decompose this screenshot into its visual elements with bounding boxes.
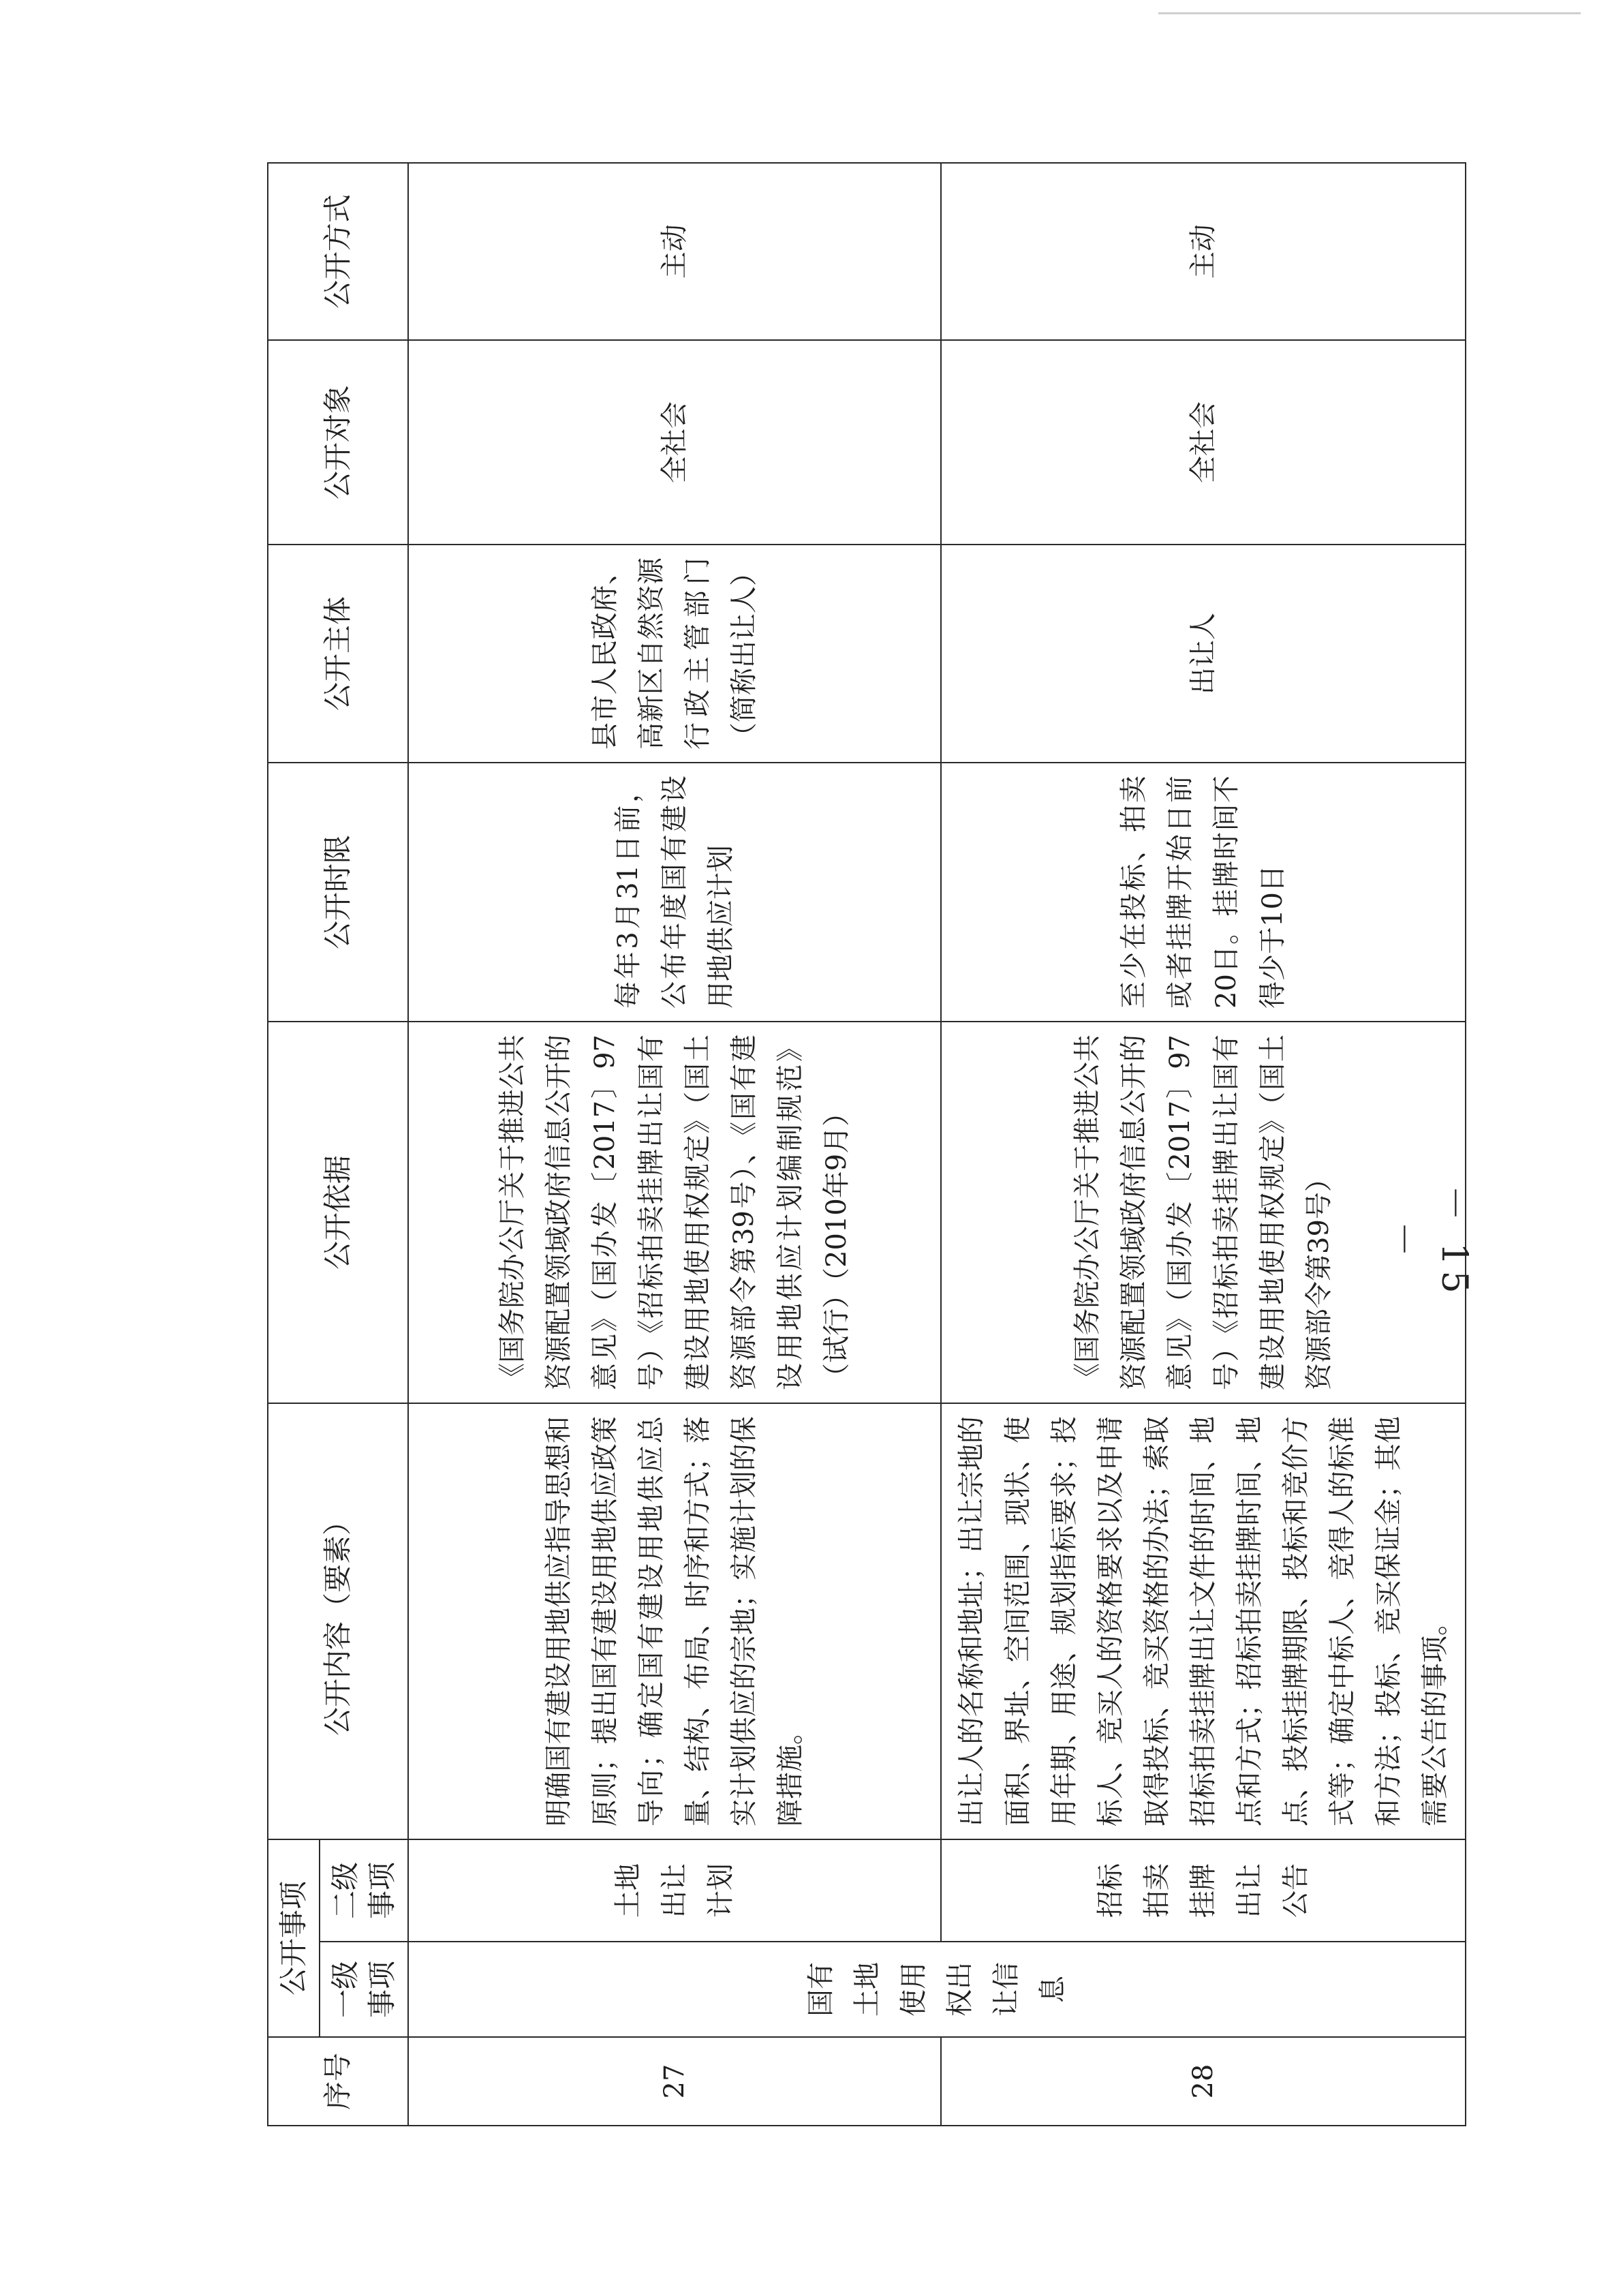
header-audience: 公开对象 xyxy=(268,340,408,545)
header-basis: 公开依据 xyxy=(268,1022,408,1403)
disclosure-table xyxy=(267,162,1466,2126)
audience-cell: 全社会 xyxy=(408,340,941,545)
subject-cell: 出让人 xyxy=(941,545,1466,763)
level2-item: 土地出让计划 xyxy=(408,1839,941,1942)
level1-item: 国有土地使用权出让信息 xyxy=(408,1942,1466,2037)
method-cell: 主动 xyxy=(941,163,1466,340)
header-level1: 一级事项 xyxy=(320,1942,408,2037)
table-row xyxy=(408,163,941,2126)
content-cell: 明确国有建设用地供应指导思想和原则；提出国有建设用地供应政策导向；确定国有建设用地供应总量、结构、布局、时序和方式；落实计划供应的宗地；实施计划的保障措施。 xyxy=(408,1403,941,1839)
basis-cell: 《国务院办公厅关于推进公共资源配置领域政府信息公开的意见》（国办发〔2017〕97号）《招标拍卖挂牌出让国有建设用地使用权规定》（国土资源部令第39号）、《国有建设用地供应计划编制规范》（试行）（2010年9月） xyxy=(408,1022,941,1403)
audience-cell: 全社会 xyxy=(941,340,1466,545)
header-level2: 二级事项 xyxy=(320,1839,408,1942)
header-time-limit: 公开时限 xyxy=(268,763,408,1022)
method-cell: 主动 xyxy=(408,163,941,340)
level2-item: 招标拍卖挂牌出让公告 xyxy=(941,1839,1466,1942)
content-cell: 出让人的名称和地址；出让宗地的面积、界址、空间范围、现状、使用年期、用途、规划指标要求；投标人、竞买人的资格要求以及申请取得投标、竞买资格的办法；索取招标拍卖挂牌出让文件的时间、地点和方式；招标拍卖挂牌时间、地点、投标挂牌期限、投标和竞价方式等；确定中标人、竞得人的标准和方法；投标、竞买保证金；其他需要公告的事项。 xyxy=(941,1403,1466,1839)
header-content: 公开内容（要素） xyxy=(268,1403,408,1839)
header-subject: 公开主体 xyxy=(268,545,408,763)
basis-cell: 《国务院办公厅关于推进公共资源配置领域政府信息公开的意见》（国办发〔2017〕97号）《招标拍卖挂牌出让国有建设用地使用权规定》（国土资源部令第39号） xyxy=(941,1022,1466,1403)
header-row xyxy=(268,163,320,2126)
table-row xyxy=(941,163,1466,2126)
time-limit-cell: 至少在投标、拍卖或者挂牌开始日前20日。挂牌时间不得少于10日 xyxy=(941,763,1466,1022)
scan-artifact-line xyxy=(1158,12,1581,14)
header-category: 公开事项 xyxy=(268,1839,320,2037)
page-number xyxy=(1382,1167,1480,1317)
header-seq: 序号 xyxy=(268,2037,408,2126)
time-limit-cell: 每年3月31日前，公布年度国有建设用地供应计划 xyxy=(408,763,941,1022)
row-seq: 28 xyxy=(941,2037,1466,2126)
page-number-text: － 15 － xyxy=(1382,1184,1474,1299)
subject-cell: 县市人民政府、高新区自然资源行政主管部门（简称出让人） xyxy=(408,545,941,763)
row-seq: 27 xyxy=(408,2037,941,2126)
header-method: 公开方式 xyxy=(268,163,408,340)
